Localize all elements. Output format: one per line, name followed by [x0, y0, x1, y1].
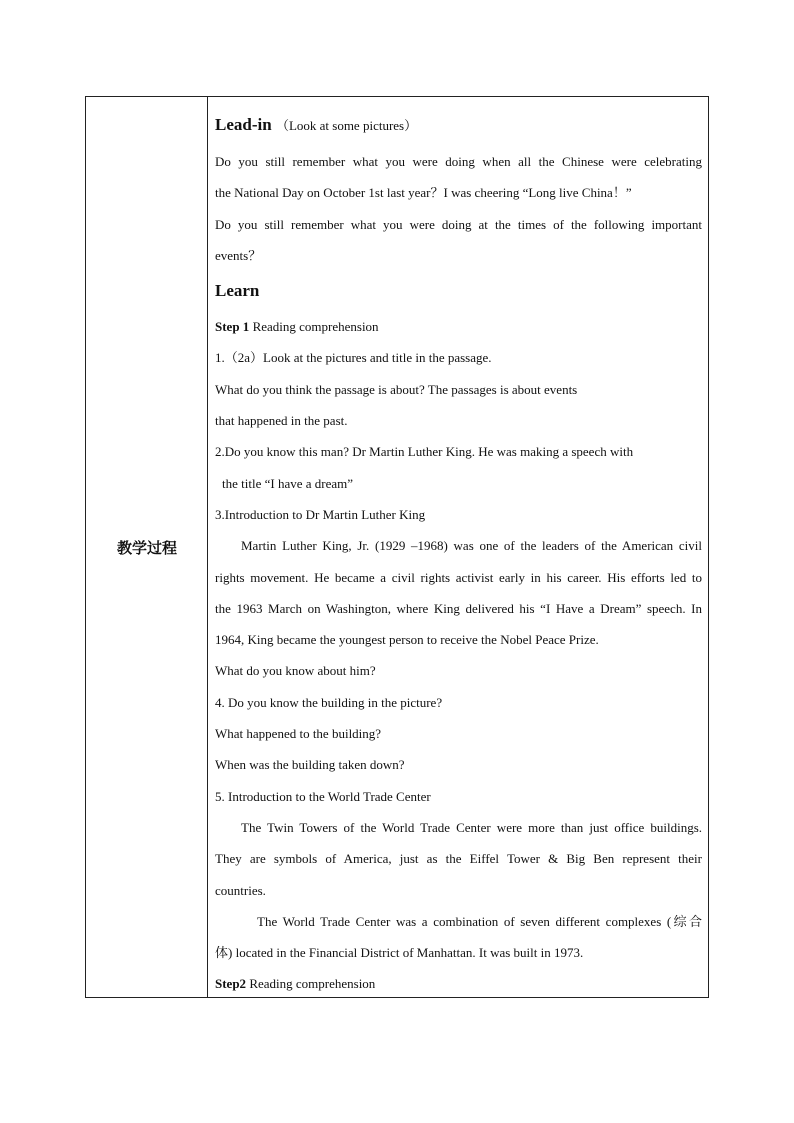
learn-line-3: that happened in the past. — [215, 413, 348, 429]
step2-label: Step2 — [215, 976, 247, 992]
step2-line — [215, 968, 702, 999]
leadin-heading — [215, 105, 702, 146]
question-line-2: 4. Do you know the building in the picture? — [215, 694, 443, 710]
leadin-title: Lead-in — [215, 115, 272, 134]
question-line-1: What do you know about him? — [215, 663, 376, 679]
wtc-line-4: The World Trade Center was a combination of seven different complexes (综合 — [257, 913, 702, 929]
leadin-line-2: the National Day on October 1st last year？I was cheering “Long live China！” — [215, 185, 632, 201]
wtc-line-1: The Twin Towers of the World Trade Center were more than just office buildings. — [241, 819, 702, 835]
content-cell — [215, 105, 702, 1000]
label-cell — [86, 97, 208, 997]
learn-line-2: What do you think the passage is about? The passages is about events — [215, 381, 578, 397]
wtc-line-2: They are symbols of America, just as the Eiffel Tower & Big Ben represent their — [215, 851, 702, 867]
mlk-line-4: 1964, King became the youngest person to receive the Nobel Peace Prize. — [215, 632, 599, 648]
leadin-line-1: Do you still remember what you were doing when all the Chinese were celebrating — [215, 154, 702, 169]
learn-heading: Learn — [215, 281, 260, 301]
mlk-line-3: the 1963 March on Washington, where King delivered his “I Have a Dream” speech. In — [215, 600, 702, 616]
leadin-line-3: Do you still remember what you were doing at the times of the following important — [215, 216, 702, 232]
wtc-line-3: countries. — [215, 882, 266, 898]
leadin-subtitle: （Look at some pictures） — [275, 118, 418, 133]
learn-line-6: 3.Introduction to Dr Martin Luther King — [215, 506, 426, 522]
question-line-4: When was the building taken down? — [215, 757, 405, 773]
learn-line-1: 1.（2a）Look at the pictures and title in the passage. — [215, 350, 492, 366]
step2-text: Reading comprehension — [246, 976, 376, 992]
step1-label: Step 1 — [215, 319, 250, 335]
row-label: 教学过程 — [116, 539, 177, 557]
learn-line-4: 2.Do you know this man? Dr Martin Luther King. He was making a speech with — [215, 444, 634, 460]
lesson-table — [85, 96, 709, 998]
learn-line-5: the title “I have a dream” — [222, 475, 354, 491]
mlk-line-2: rights movement. He became a civil rights activist early in his career. His efforts led to — [215, 569, 702, 585]
question-line-5: 5. Introduction to the World Trade Center — [215, 788, 431, 804]
wtc-line-5: 体) located in the Financial District of Manhattan. It was built in 1973. — [215, 945, 584, 961]
question-line-3: What happened to the building? — [215, 726, 382, 742]
step1-text: Reading comprehension — [249, 319, 379, 335]
mlk-line-1: Martin Luther King, Jr. (1929 –1968) was one of the leaders of the American civil — [241, 538, 702, 554]
step1-line — [215, 311, 702, 342]
leadin-line-4: events？ — [215, 247, 262, 263]
